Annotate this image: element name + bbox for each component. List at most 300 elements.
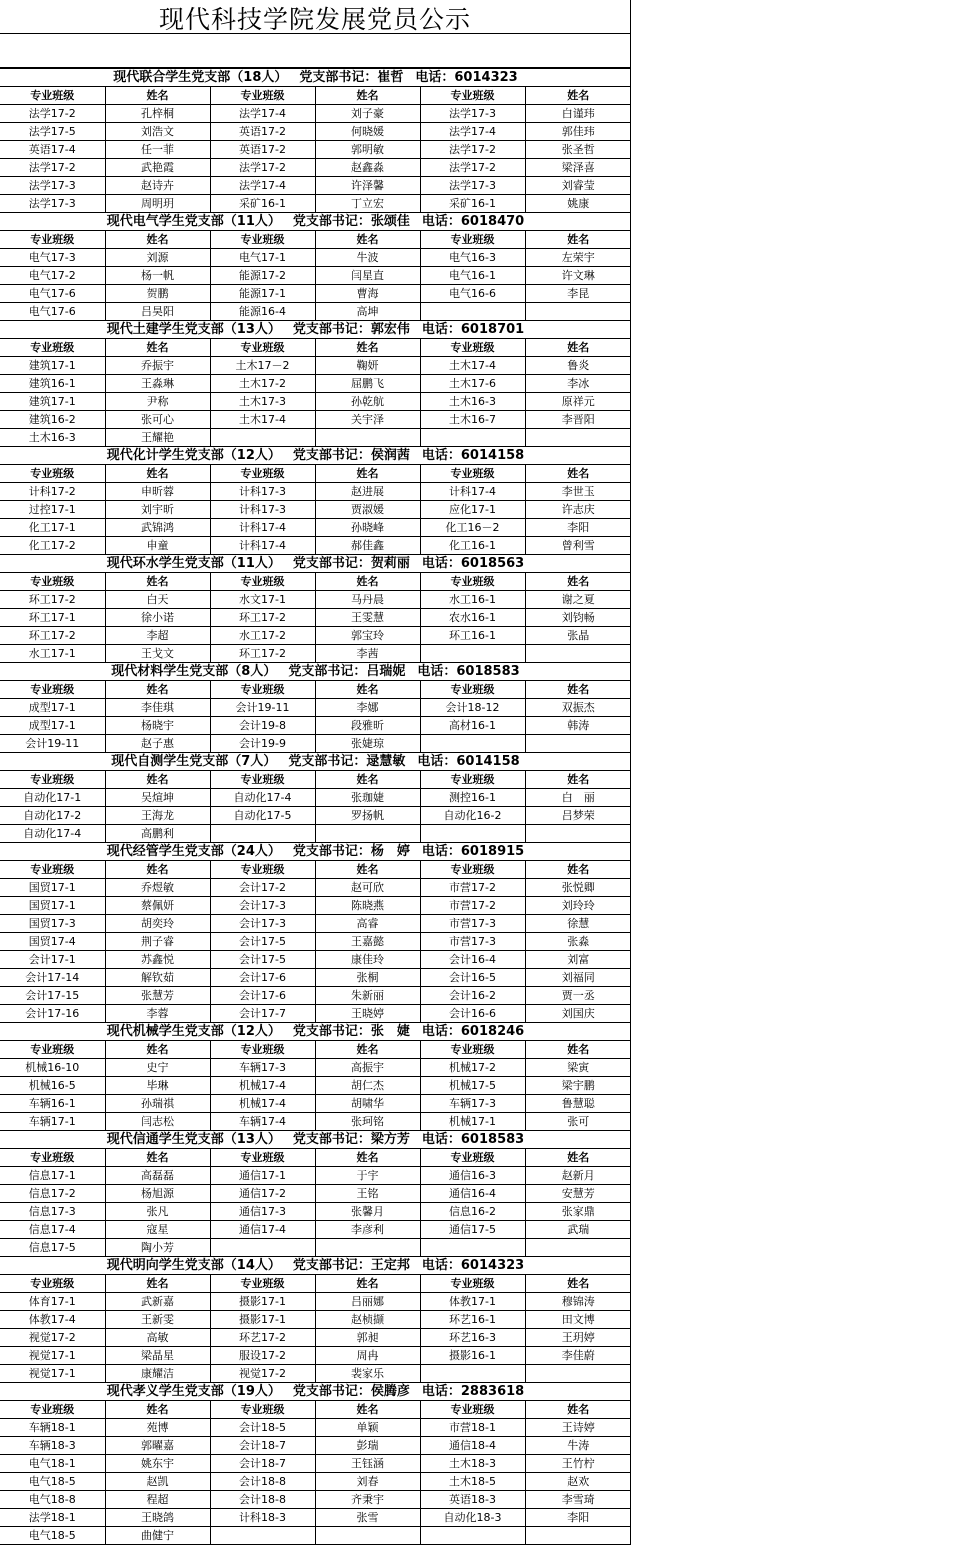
section-branch: 现代孝义学生党支部（19人） [106,1384,281,1399]
class-cell: 计科17-2 [0,483,105,501]
header-class: 专业班级 [0,771,105,789]
header-class: 专业班级 [0,1275,105,1293]
name-cell: 苑博 [105,1419,210,1437]
class-cell: 法学18-1 [0,1509,105,1527]
name-cell: 李昆 [525,285,631,303]
header-name: 姓名 [315,465,420,483]
section-secretary: 党支部书记：吕瑞妮 [288,664,406,679]
table-row [0,1221,631,1239]
name-cell: 张淼 [525,933,631,951]
class-cell [420,645,525,663]
name-cell: 郭明敏 [315,141,420,159]
class-cell [210,429,315,447]
class-cell: 体育17-1 [0,1293,105,1311]
column-header-row [0,339,631,357]
class-cell: 信息17-2 [0,1185,105,1203]
section-branch: 现代环水学生党支部（11人） [106,556,281,571]
class-cell: 环工17-2 [210,609,315,627]
name-cell: 孔梓桐 [105,105,210,123]
section-header [0,1383,631,1401]
name-cell: 李超 [105,627,210,645]
name-cell: 高振宇 [315,1059,420,1077]
name-cell: 孙晓峰 [315,519,420,537]
class-cell [420,429,525,447]
class-cell: 电气17-3 [0,249,105,267]
name-cell: 张晶 [525,627,631,645]
name-cell: 朱新丽 [315,987,420,1005]
class-cell: 会计17-1 [0,951,105,969]
name-cell: 陈晓燕 [315,897,420,915]
name-cell: 王淼琳 [105,375,210,393]
section-header [0,69,631,87]
name-cell: 高坤 [315,303,420,321]
class-cell: 计科17-4 [420,483,525,501]
name-cell [315,429,420,447]
table-row [0,1311,631,1329]
name-cell: 刘玲玲 [525,897,631,915]
header-class: 专业班级 [420,1149,525,1167]
class-cell: 法学17-2 [0,159,105,177]
class-cell: 电气16-1 [420,267,525,285]
class-cell: 土木17-4 [420,357,525,375]
name-cell [525,429,631,447]
class-cell: 法学17-2 [420,159,525,177]
name-cell: 刘富 [525,951,631,969]
table-row [0,1185,631,1203]
name-cell: 王晓婷 [315,1005,420,1023]
name-cell: 白 丽 [525,789,631,807]
class-cell: 土木18-3 [420,1455,525,1473]
table-row [0,1419,631,1437]
header-class: 专业班级 [0,1401,105,1419]
section-branch: 现代电气学生党支部（11人） [106,214,281,229]
section-secretary: 党支部书记：崔哲 [299,70,404,85]
class-cell: 会计16-4 [420,951,525,969]
header-class: 专业班级 [420,1041,525,1059]
table-row [0,249,631,267]
table-row [0,105,631,123]
table-row [0,1455,631,1473]
name-cell: 曹海 [315,285,420,303]
table-row [0,141,631,159]
class-cell: 计科17-4 [210,519,315,537]
class-cell: 信息17-5 [0,1239,105,1257]
table-row [0,1203,631,1221]
name-cell: 杨旭源 [105,1185,210,1203]
class-cell: 法学17-4 [420,123,525,141]
class-cell: 会计18-8 [210,1473,315,1491]
name-cell: 梁晶星 [105,1347,210,1365]
name-cell: 屈鹏飞 [315,375,420,393]
header-class: 专业班级 [420,87,525,105]
section-phone: 电话：6018563 [421,556,525,571]
table-row [0,1347,631,1365]
name-cell: 许泽馨 [315,177,420,195]
table-row [0,1095,631,1113]
class-cell: 车辆16-1 [0,1095,105,1113]
header-class: 专业班级 [420,771,525,789]
class-cell: 水工17-1 [0,645,105,663]
section-title [0,663,631,681]
name-cell: 许文琳 [525,267,631,285]
name-cell: 李蓉 [105,1005,210,1023]
name-cell [525,1239,631,1257]
name-cell: 高磊磊 [105,1167,210,1185]
table-row [0,411,631,429]
name-cell: 徐小诺 [105,609,210,627]
name-cell: 左荣宇 [525,249,631,267]
class-cell: 信息17-4 [0,1221,105,1239]
class-cell: 土木18-5 [420,1473,525,1491]
class-cell [210,1239,315,1257]
table-row [0,303,631,321]
class-cell: 会计18-8 [210,1491,315,1509]
name-cell: 康耀洁 [105,1365,210,1383]
class-cell: 自动化17-5 [210,807,315,825]
class-cell: 视觉17-1 [0,1365,105,1383]
class-cell: 水工17-2 [210,627,315,645]
name-cell: 胡啸华 [315,1095,420,1113]
class-cell: 电气18-5 [0,1473,105,1491]
name-cell: 王海龙 [105,807,210,825]
class-cell: 法学17-2 [420,141,525,159]
name-cell: 李阳 [525,1509,631,1527]
class-cell: 信息17-3 [0,1203,105,1221]
name-cell: 刘钧畅 [525,609,631,627]
class-cell [210,1527,315,1545]
name-cell: 高敏 [105,1329,210,1347]
header-class: 专业班级 [0,231,105,249]
name-cell: 赵凯 [105,1473,210,1491]
table-row [0,1077,631,1095]
name-cell: 张馨月 [315,1203,420,1221]
name-cell: 段雅昕 [315,717,420,735]
class-cell: 车辆17-4 [210,1113,315,1131]
name-cell: 贺鹏 [105,285,210,303]
name-cell: 申童 [105,537,210,555]
class-cell [420,1239,525,1257]
table-row [0,1059,631,1077]
header-name: 姓名 [315,87,420,105]
section-phone: 电话：6018583 [417,664,520,679]
name-cell: 张慧芳 [105,987,210,1005]
class-cell: 电气18-5 [0,1527,105,1545]
class-cell: 土木16-3 [0,429,105,447]
header-name: 姓名 [525,339,631,357]
name-cell: 王新雯 [105,1311,210,1329]
class-cell: 车辆17-3 [210,1059,315,1077]
section-phone: 电话：6018470 [421,214,525,229]
table-row [0,1473,631,1491]
class-cell: 市营17-2 [420,879,525,897]
table-row [0,285,631,303]
class-cell: 环工17-2 [0,627,105,645]
name-cell: 韩涛 [525,717,631,735]
table-row [0,267,631,285]
section-title [0,69,631,87]
name-cell: 周明玥 [105,195,210,213]
class-cell: 通信16-3 [420,1167,525,1185]
section-header [0,321,631,339]
name-cell [525,1527,631,1545]
class-cell: 化工16－2 [420,519,525,537]
table-row [0,1329,631,1347]
class-cell [420,735,525,753]
class-cell: 会计17-5 [210,951,315,969]
class-cell: 机械17-5 [420,1077,525,1095]
name-cell: 蔡佩妍 [105,897,210,915]
name-cell: 王玥婷 [525,1329,631,1347]
name-cell: 尹称 [105,393,210,411]
class-cell: 法学17-4 [210,177,315,195]
class-cell: 能源17-2 [210,267,315,285]
section-phone: 电话：6014158 [421,448,525,463]
section-branch: 现代信通学生党支部（13人） [106,1132,281,1147]
class-cell: 环艺16-1 [420,1311,525,1329]
name-cell: 吴煊坤 [105,789,210,807]
name-cell: 刘子豪 [315,105,420,123]
class-cell: 电气16-6 [420,285,525,303]
member-table-body [0,69,631,1545]
name-cell: 王竹柠 [525,1455,631,1473]
section-title [0,321,631,339]
section-header [0,1131,631,1149]
header-class: 专业班级 [0,339,105,357]
column-header-row [0,861,631,879]
name-cell: 鞠妍 [315,357,420,375]
table-row [0,429,631,447]
section-header [0,555,631,573]
name-cell: 张珂铭 [315,1113,420,1131]
name-cell: 王嘉懿 [315,933,420,951]
name-cell: 张桐 [315,969,420,987]
section-header [0,663,631,681]
name-cell: 赵诗卉 [105,177,210,195]
class-cell: 电气17-1 [210,249,315,267]
name-cell: 王诗婷 [525,1419,631,1437]
class-cell: 法学17-5 [0,123,105,141]
table-row [0,591,631,609]
class-cell: 会计18-7 [210,1455,315,1473]
name-cell: 刘睿莹 [525,177,631,195]
name-cell: 荆子睿 [105,933,210,951]
name-cell: 程超 [105,1491,210,1509]
class-cell: 信息16-2 [420,1203,525,1221]
header-name: 姓名 [105,1401,210,1419]
header-class: 专业班级 [210,231,315,249]
name-cell: 赵子惠 [105,735,210,753]
section-phone: 电话：6014323 [421,1258,525,1273]
class-cell: 车辆17-1 [0,1113,105,1131]
column-header-row [0,1401,631,1419]
class-cell: 成型17-1 [0,717,105,735]
name-cell: 赵新月 [525,1167,631,1185]
name-cell: 刘浩文 [105,123,210,141]
table-row [0,807,631,825]
header-name: 姓名 [105,339,210,357]
class-cell: 测控16-1 [420,789,525,807]
header-name: 姓名 [525,87,631,105]
header-class: 专业班级 [210,771,315,789]
table-row [0,987,631,1005]
name-cell: 姚东宇 [105,1455,210,1473]
table-row [0,1437,631,1455]
table-row [0,879,631,897]
header-name: 姓名 [315,681,420,699]
section-title [0,213,631,231]
name-cell: 牛波 [315,249,420,267]
name-cell: 胡奕玲 [105,915,210,933]
header-name: 姓名 [525,231,631,249]
class-cell: 化工17-2 [0,537,105,555]
class-cell: 化工16-1 [420,537,525,555]
name-cell: 彭瑞 [315,1437,420,1455]
class-cell: 车辆18-1 [0,1419,105,1437]
header-class: 专业班级 [210,1275,315,1293]
name-cell: 田文博 [525,1311,631,1329]
class-cell: 农水16-1 [420,609,525,627]
class-cell: 土木17-2 [210,375,315,393]
class-cell: 成型17-1 [0,699,105,717]
class-cell: 通信18-4 [420,1437,525,1455]
header-name: 姓名 [105,465,210,483]
name-cell: 李佳琪 [105,699,210,717]
class-cell: 会计17-6 [210,987,315,1005]
header-class: 专业班级 [0,1041,105,1059]
name-cell: 武艳霞 [105,159,210,177]
name-cell: 刘国庆 [525,1005,631,1023]
class-cell: 国贸17-4 [0,933,105,951]
table-row [0,123,631,141]
section-branch: 现代化计学生党支部（12人） [106,448,281,463]
class-cell: 国贸17-1 [0,897,105,915]
class-cell: 会计17-16 [0,1005,105,1023]
name-cell: 李世玉 [525,483,631,501]
class-cell: 会计17-2 [210,879,315,897]
class-cell: 会计19-9 [210,735,315,753]
table-row [0,627,631,645]
page-title: 现代科技学院发展党员公示 [0,0,630,34]
table-row [0,1527,631,1545]
class-cell: 摄影17-1 [210,1293,315,1311]
class-cell: 建筑17-1 [0,393,105,411]
table-row [0,735,631,753]
column-header-row [0,1275,631,1293]
header-name: 姓名 [525,771,631,789]
name-cell: 史宁 [105,1059,210,1077]
class-cell: 英语17-2 [210,123,315,141]
name-cell: 武新嘉 [105,1293,210,1311]
class-cell: 英语18-3 [420,1491,525,1509]
name-cell [525,303,631,321]
class-cell: 自动化17-1 [0,789,105,807]
class-cell: 环艺16-3 [420,1329,525,1347]
class-cell: 自动化17-4 [210,789,315,807]
class-cell: 计科17-4 [210,537,315,555]
table-row [0,645,631,663]
name-cell: 任一菲 [105,141,210,159]
section-secretary: 党支部书记：侯腾彦 [292,1384,410,1399]
header-name: 姓名 [105,681,210,699]
name-cell [525,645,631,663]
class-cell: 土木17-4 [210,411,315,429]
name-cell: 裴家乐 [315,1365,420,1383]
name-cell: 张雪 [315,1509,420,1527]
class-cell: 会计17-5 [210,933,315,951]
name-cell: 闫志松 [105,1113,210,1131]
class-cell: 环工17-2 [0,591,105,609]
name-cell: 李雪琦 [525,1491,631,1509]
column-header-row [0,87,631,105]
table-row [0,915,631,933]
name-cell: 曲健宁 [105,1527,210,1545]
class-cell: 自动化17-4 [0,825,105,843]
header-name: 姓名 [105,861,210,879]
class-cell: 通信17-3 [210,1203,315,1221]
table-row [0,357,631,375]
header-name: 姓名 [525,861,631,879]
name-cell: 郭昶 [315,1329,420,1347]
class-cell: 计科17-3 [210,483,315,501]
name-cell: 赵可欣 [315,879,420,897]
section-branch: 现代机械学生党支部（12人） [106,1024,281,1039]
name-cell: 白谨玮 [525,105,631,123]
class-cell: 会计17-14 [0,969,105,987]
class-cell: 法学17-3 [420,177,525,195]
class-cell: 会计16-5 [420,969,525,987]
header-class: 专业班级 [420,1401,525,1419]
class-cell: 自动化17-2 [0,807,105,825]
header-name: 姓名 [525,1041,631,1059]
table-row [0,825,631,843]
member-table [0,68,631,1545]
table-row [0,519,631,537]
section-header [0,753,631,771]
table-row [0,1113,631,1131]
class-cell: 通信17-2 [210,1185,315,1203]
header-name: 姓名 [315,1275,420,1293]
name-cell: 王铭 [315,1185,420,1203]
name-cell: 吕梦荣 [525,807,631,825]
header-class: 专业班级 [210,573,315,591]
name-cell: 张珈婕 [315,789,420,807]
section-secretary: 党支部书记：王定邦 [292,1258,410,1273]
class-cell: 会计17-15 [0,987,105,1005]
name-cell: 张婕琼 [315,735,420,753]
header-class: 专业班级 [210,681,315,699]
name-cell: 吕昊阳 [105,303,210,321]
class-cell: 会计16-6 [420,1005,525,1023]
table-row [0,1365,631,1383]
class-cell: 计科17-3 [210,501,315,519]
header-class: 专业班级 [210,861,315,879]
name-cell: 刘福同 [525,969,631,987]
class-cell: 机械17-4 [210,1095,315,1113]
header-class: 专业班级 [420,465,525,483]
name-cell: 苏鑫悦 [105,951,210,969]
class-cell: 建筑16-2 [0,411,105,429]
name-cell: 寇星 [105,1221,210,1239]
name-cell: 穆锦涛 [525,1293,631,1311]
name-cell: 高睿 [315,915,420,933]
table-row [0,501,631,519]
class-cell: 环工16-1 [420,627,525,645]
class-cell: 市营17-2 [420,897,525,915]
section-title [0,1383,631,1401]
class-cell: 土木17-6 [420,375,525,393]
class-cell: 英语17-4 [0,141,105,159]
name-cell: 张圣哲 [525,141,631,159]
